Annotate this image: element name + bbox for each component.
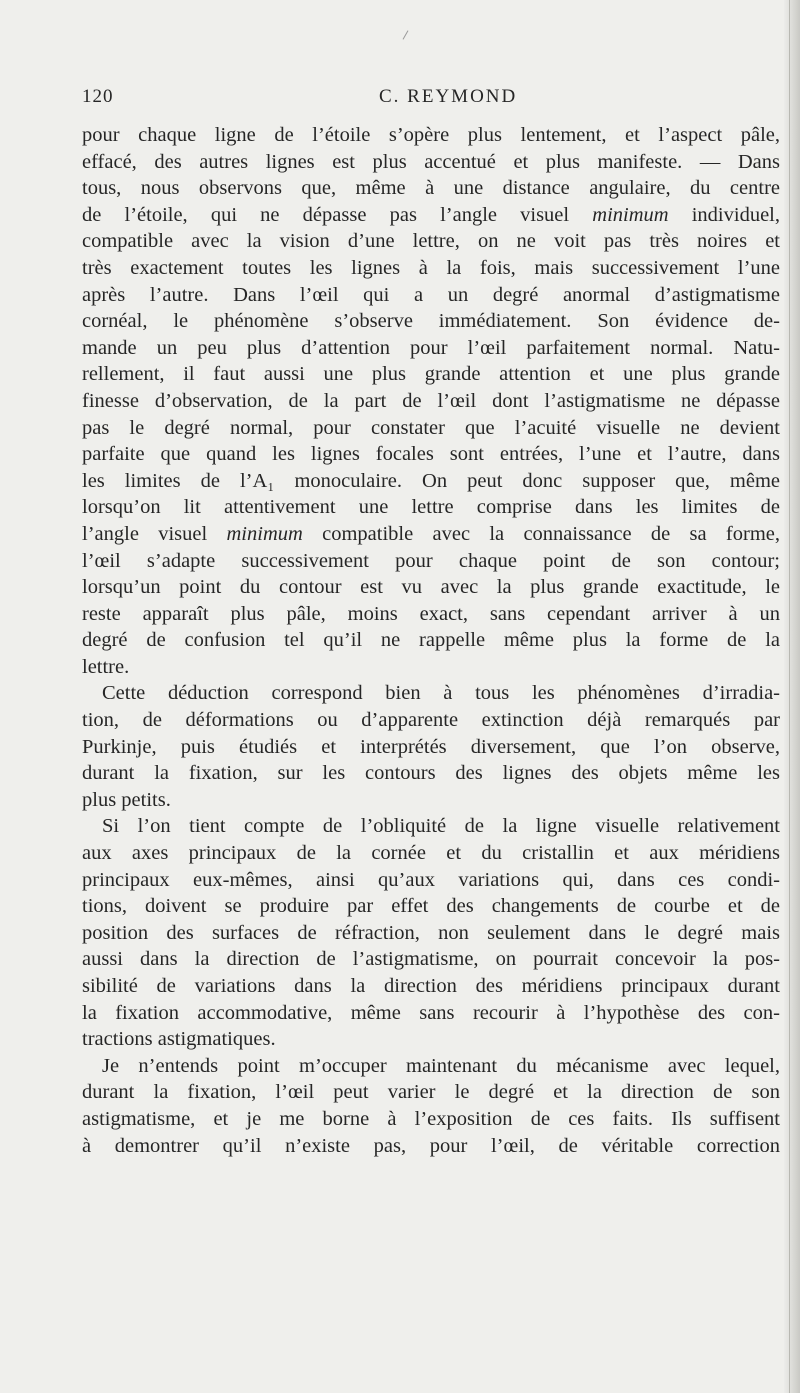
text-line: durant la fixation, l’œil peut varier le degré et la direction de son [82, 1081, 780, 1104]
text-line: tous, nous observons que, même à une distance angulaire, du centre [82, 177, 780, 200]
text-line: mande un peu plus d’attention pour l’œil parfaitement normal. Natu- [82, 336, 780, 359]
text-line: reste apparaît plus pâle, moins exact, sans cependant arriver à un [82, 602, 780, 625]
text-line: sibilité de variations dans la direction des méridiens principaux durant [82, 975, 780, 997]
text-line: finesse d’observation, de la part de l’œil dont l’astigmatisme ne dépasse [82, 389, 780, 412]
text-line: tion, de déformations ou d’apparente extinction déjà remarqués par [82, 709, 780, 732]
page-edge-line [789, 0, 790, 1393]
text-line: effacé, des autres lignes est plus accentué et plus manifeste. — Dans [82, 150, 780, 173]
page-number: 120 [82, 86, 114, 107]
text-line: la fixation accommodative, même sans recourir à l’hypothèse des con- [82, 1001, 780, 1024]
text-line: aussi dans la direction de l’astigmatisme, on pourrait concevoir la pos- [82, 948, 780, 971]
text-line: aux axes principaux de la cornée et du cristallin et aux méridiens [82, 842, 780, 865]
text-line: à demontrer qu’il n’existe pas, pour l’œil, de véritable correction [82, 1134, 780, 1157]
page-header [82, 86, 776, 116]
print-mark [403, 30, 409, 39]
text-line: de l’étoile, qui ne dépasse pas l’angle visuel minimum individuel, [82, 203, 780, 226]
emphasis-word: minimum [226, 522, 303, 545]
text-line: position des surfaces de réfraction, non seulement dans le degré mais [82, 921, 780, 944]
text-line: compatible avec la vision d’une lettre, on ne voit pas très noires et [82, 230, 780, 253]
text-line: tions, doivent se produire par effet des changements de courbe et de [82, 895, 780, 918]
text-line: pas le degré normal, pour constater que l’acuité visuelle ne devient [82, 416, 780, 439]
text-line: plus petits. [82, 788, 171, 811]
text-line: rellement, il faut aussi une plus grande attention et une plus grande [82, 363, 780, 386]
text-line: lettre. [82, 655, 130, 678]
text-line: cornéal, le phénomène s’observe immédiatement. Son évidence de- [82, 310, 780, 333]
text-line: Je n’entends point m’occuper maintenant du mécanisme avec lequel, [102, 1054, 780, 1077]
text-line: très exactement toutes les lignes à la fois, mais successivement l’une [82, 256, 780, 279]
body-text [82, 122, 780, 1159]
running-head-author: C. REYMOND [379, 86, 518, 107]
text-line: lorsqu’un point du contour est vu avec la plus grande exactitude, le [82, 576, 780, 599]
text-line: Cette déduction correspond bien à tous les phénomènes d’irradia- [102, 682, 780, 705]
text-line: lorsqu’on lit attentivement une lettre comprise dans les limites de [82, 496, 780, 519]
text-line: après l’autre. Dans l’œil qui a un degré anormal d’astigmatisme [82, 283, 780, 306]
text-line: les limites de l’A₁ monoculaire. On peut donc supposer que, même [82, 469, 780, 492]
text-line: parfaite que quand les lignes focales sont entrées, l’une et l’autre, dans [82, 443, 780, 466]
text-line: durant la fixation, sur les contours des lignes des objets même les [82, 762, 780, 785]
page-edge-shadow [784, 0, 800, 1393]
text-line: l’œil s’adapte successivement pour chaque point de son contour; [82, 549, 780, 572]
text-line: tractions astigmatiques. [82, 1028, 276, 1051]
text-line: Purkinje, puis étudiés et interprétés diversement, que l’on observe, [82, 735, 780, 758]
text-line: l’angle visuel minimum compatible avec la connaissance de sa forme, [82, 522, 780, 545]
emphasis-word: minimum [592, 203, 669, 226]
text-line: degré de confusion tel qu’il ne rappelle même plus la forme de la [82, 629, 780, 652]
text-line: Si l’on tient compte de l’obliquité de la ligne visuelle relativement [102, 815, 780, 838]
text-line: principaux eux-mêmes, ainsi qu’aux variations qui, dans ces condi- [82, 868, 780, 891]
text-line: astigmatisme, et je me borne à l’exposition de ces faits. Ils suffisent [82, 1107, 780, 1130]
text-line: pour chaque ligne de l’étoile s’opère plus lentement, et l’aspect pâle, [82, 124, 780, 146]
